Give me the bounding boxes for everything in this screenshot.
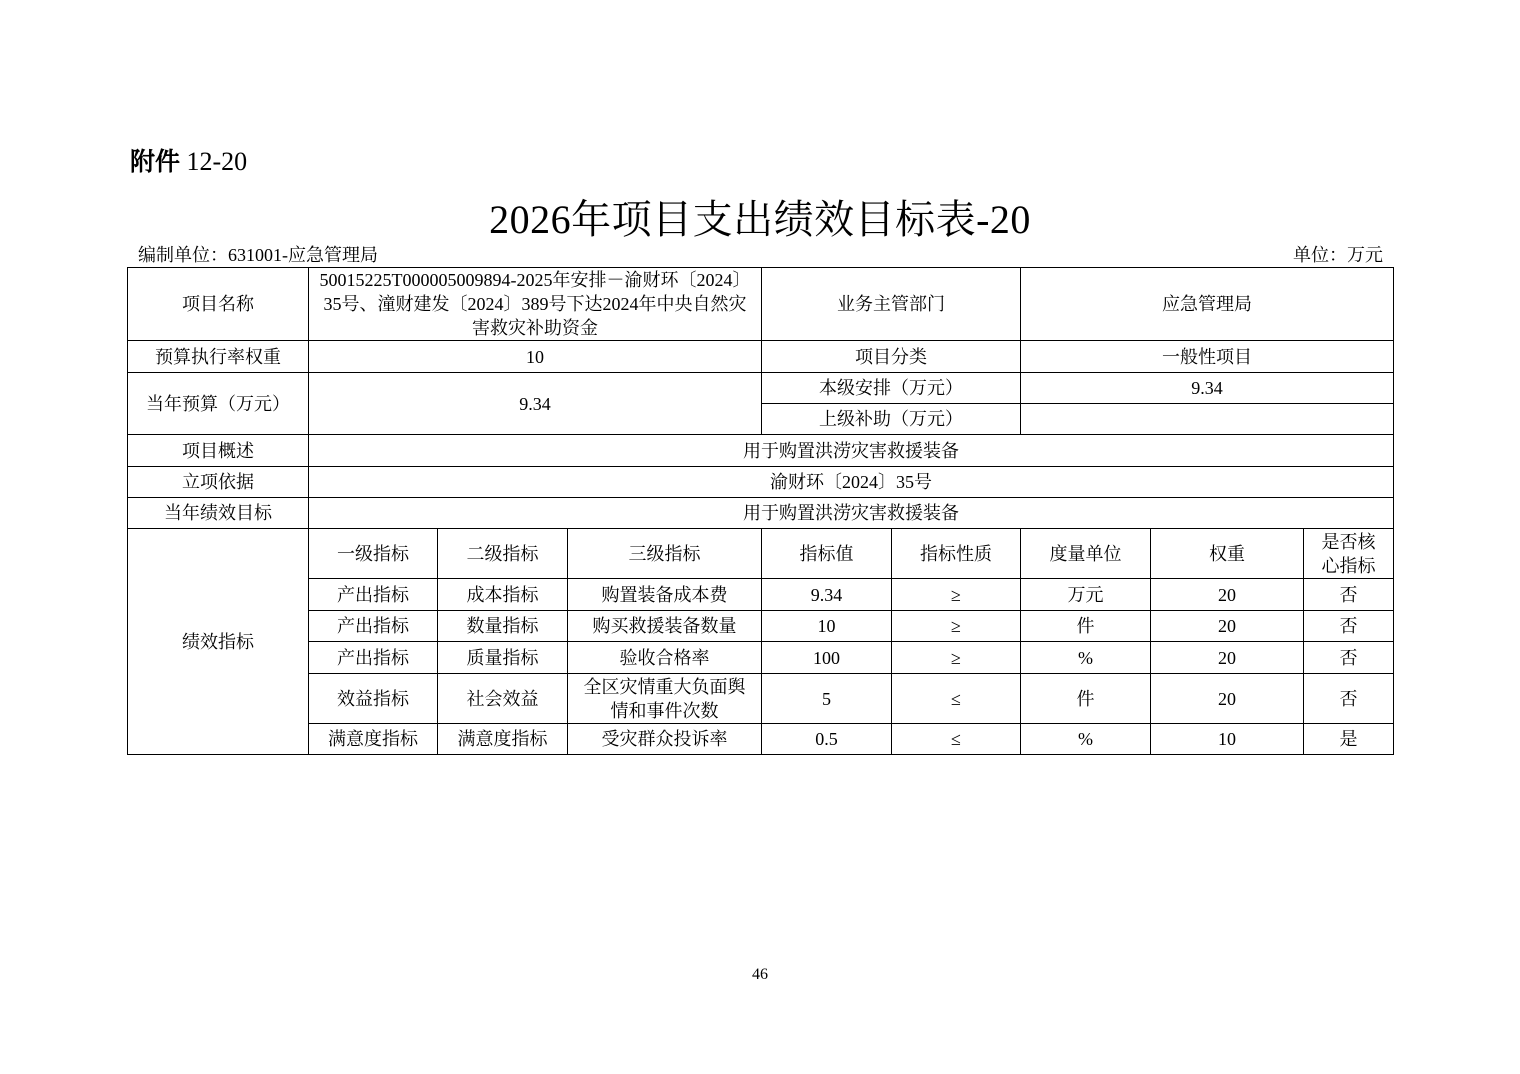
cell-value: 0.5 <box>762 724 892 755</box>
page-number: 46 <box>752 966 768 983</box>
cell-value: 9.34 <box>762 579 892 611</box>
header-level2: 二级指标 <box>438 529 568 579</box>
row-basis <box>128 467 1394 498</box>
header-unit: 度量单位 <box>1021 529 1151 579</box>
cell-level3: 验收合格率 <box>568 642 762 674</box>
project-name-value: 50015225T000005009894-2025年安排－渝财环〔2024〕35号、潼财建发〔2024〕389号下达2024年中央自然灾害救灾补助资金 <box>309 268 762 341</box>
superior-value <box>1021 404 1394 435</box>
overview-value: 用于购置洪涝灾害救援装备 <box>309 435 1394 467</box>
superior-label: 上级补助（万元） <box>762 404 1021 435</box>
cell-level2: 数量指标 <box>438 611 568 642</box>
cell-unit: % <box>1021 642 1151 674</box>
cell-core: 否 <box>1304 579 1394 611</box>
cell-value: 100 <box>762 642 892 674</box>
row-goal <box>128 498 1394 529</box>
weight-label: 预算执行率权重 <box>128 341 309 373</box>
basis-label: 立项依据 <box>128 467 309 498</box>
cell-level2: 满意度指标 <box>438 724 568 755</box>
cell-core: 否 <box>1304 611 1394 642</box>
cell-weight: 20 <box>1151 579 1304 611</box>
performance-table <box>127 267 1394 755</box>
indicators-section-label: 绩效指标 <box>128 529 309 755</box>
cell-unit: 万元 <box>1021 579 1151 611</box>
budget-label: 当年预算（万元） <box>128 373 309 435</box>
currency-unit: 单位：万元 <box>1293 245 1383 265</box>
cell-value: 10 <box>762 611 892 642</box>
cell-level1: 产出指标 <box>309 642 438 674</box>
dept-label: 业务主管部门 <box>762 268 1021 341</box>
project-name-label: 项目名称 <box>128 268 309 341</box>
basis-value: 渝财环〔2024〕35号 <box>309 467 1394 498</box>
indicator-row <box>128 579 1394 611</box>
row-project-name <box>128 268 1394 341</box>
header-value: 指标值 <box>762 529 892 579</box>
cell-unit: 件 <box>1021 674 1151 724</box>
cell-weight: 20 <box>1151 642 1304 674</box>
goal-value: 用于购置洪涝灾害救援装备 <box>309 498 1394 529</box>
overview-label: 项目概述 <box>128 435 309 467</box>
row-budget <box>128 373 1394 404</box>
page-title: 2026年项目支出绩效目标表-20 <box>489 197 1031 242</box>
cell-level2: 成本指标 <box>438 579 568 611</box>
cell-value: 5 <box>762 674 892 724</box>
indicator-header-row <box>128 529 1394 579</box>
cell-level3: 全区灾情重大负面舆情和事件次数 <box>568 674 762 724</box>
header-nature: 指标性质 <box>892 529 1021 579</box>
cell-nature: ≥ <box>892 611 1021 642</box>
category-label: 项目分类 <box>762 341 1021 373</box>
cell-weight: 10 <box>1151 724 1304 755</box>
annex-number: 12-20 <box>186 147 248 176</box>
budget-value: 9.34 <box>309 373 762 435</box>
header-level3: 三级指标 <box>568 529 762 579</box>
compiler-unit: 编制单位：631001-应急管理局 <box>138 245 378 265</box>
cell-unit: % <box>1021 724 1151 755</box>
annex-prefix: 附件 <box>130 147 181 176</box>
weight-value: 10 <box>309 341 762 373</box>
indicator-row <box>128 674 1394 724</box>
cell-level2: 社会效益 <box>438 674 568 724</box>
cell-level3: 购置装备成本费 <box>568 579 762 611</box>
cell-level1: 效益指标 <box>309 674 438 724</box>
header-weight: 权重 <box>1151 529 1304 579</box>
header-level1: 一级指标 <box>309 529 438 579</box>
indicator-row <box>128 642 1394 674</box>
cell-nature: ≥ <box>892 579 1021 611</box>
dept-value: 应急管理局 <box>1021 268 1394 341</box>
category-value: 一般性项目 <box>1021 341 1394 373</box>
cell-nature: ≥ <box>892 642 1021 674</box>
indicator-row <box>128 724 1394 755</box>
header-core: 是否核心指标 <box>1304 529 1394 579</box>
cell-nature: ≤ <box>892 724 1021 755</box>
row-weight <box>128 341 1394 373</box>
local-value: 9.34 <box>1021 373 1394 404</box>
cell-unit: 件 <box>1021 611 1151 642</box>
row-overview <box>128 435 1394 467</box>
cell-level3: 受灾群众投诉率 <box>568 724 762 755</box>
cell-level3: 购买救援装备数量 <box>568 611 762 642</box>
cell-core: 否 <box>1304 642 1394 674</box>
goal-label: 当年绩效目标 <box>128 498 309 529</box>
cell-core: 是 <box>1304 724 1394 755</box>
cell-level1: 产出指标 <box>309 579 438 611</box>
cell-level2: 质量指标 <box>438 642 568 674</box>
cell-level1: 满意度指标 <box>309 724 438 755</box>
cell-weight: 20 <box>1151 674 1304 724</box>
annex-label <box>130 142 247 178</box>
cell-nature: ≤ <box>892 674 1021 724</box>
cell-core: 否 <box>1304 674 1394 724</box>
local-label: 本级安排（万元） <box>762 373 1021 404</box>
indicator-row <box>128 611 1394 642</box>
cell-weight: 20 <box>1151 611 1304 642</box>
cell-level1: 产出指标 <box>309 611 438 642</box>
